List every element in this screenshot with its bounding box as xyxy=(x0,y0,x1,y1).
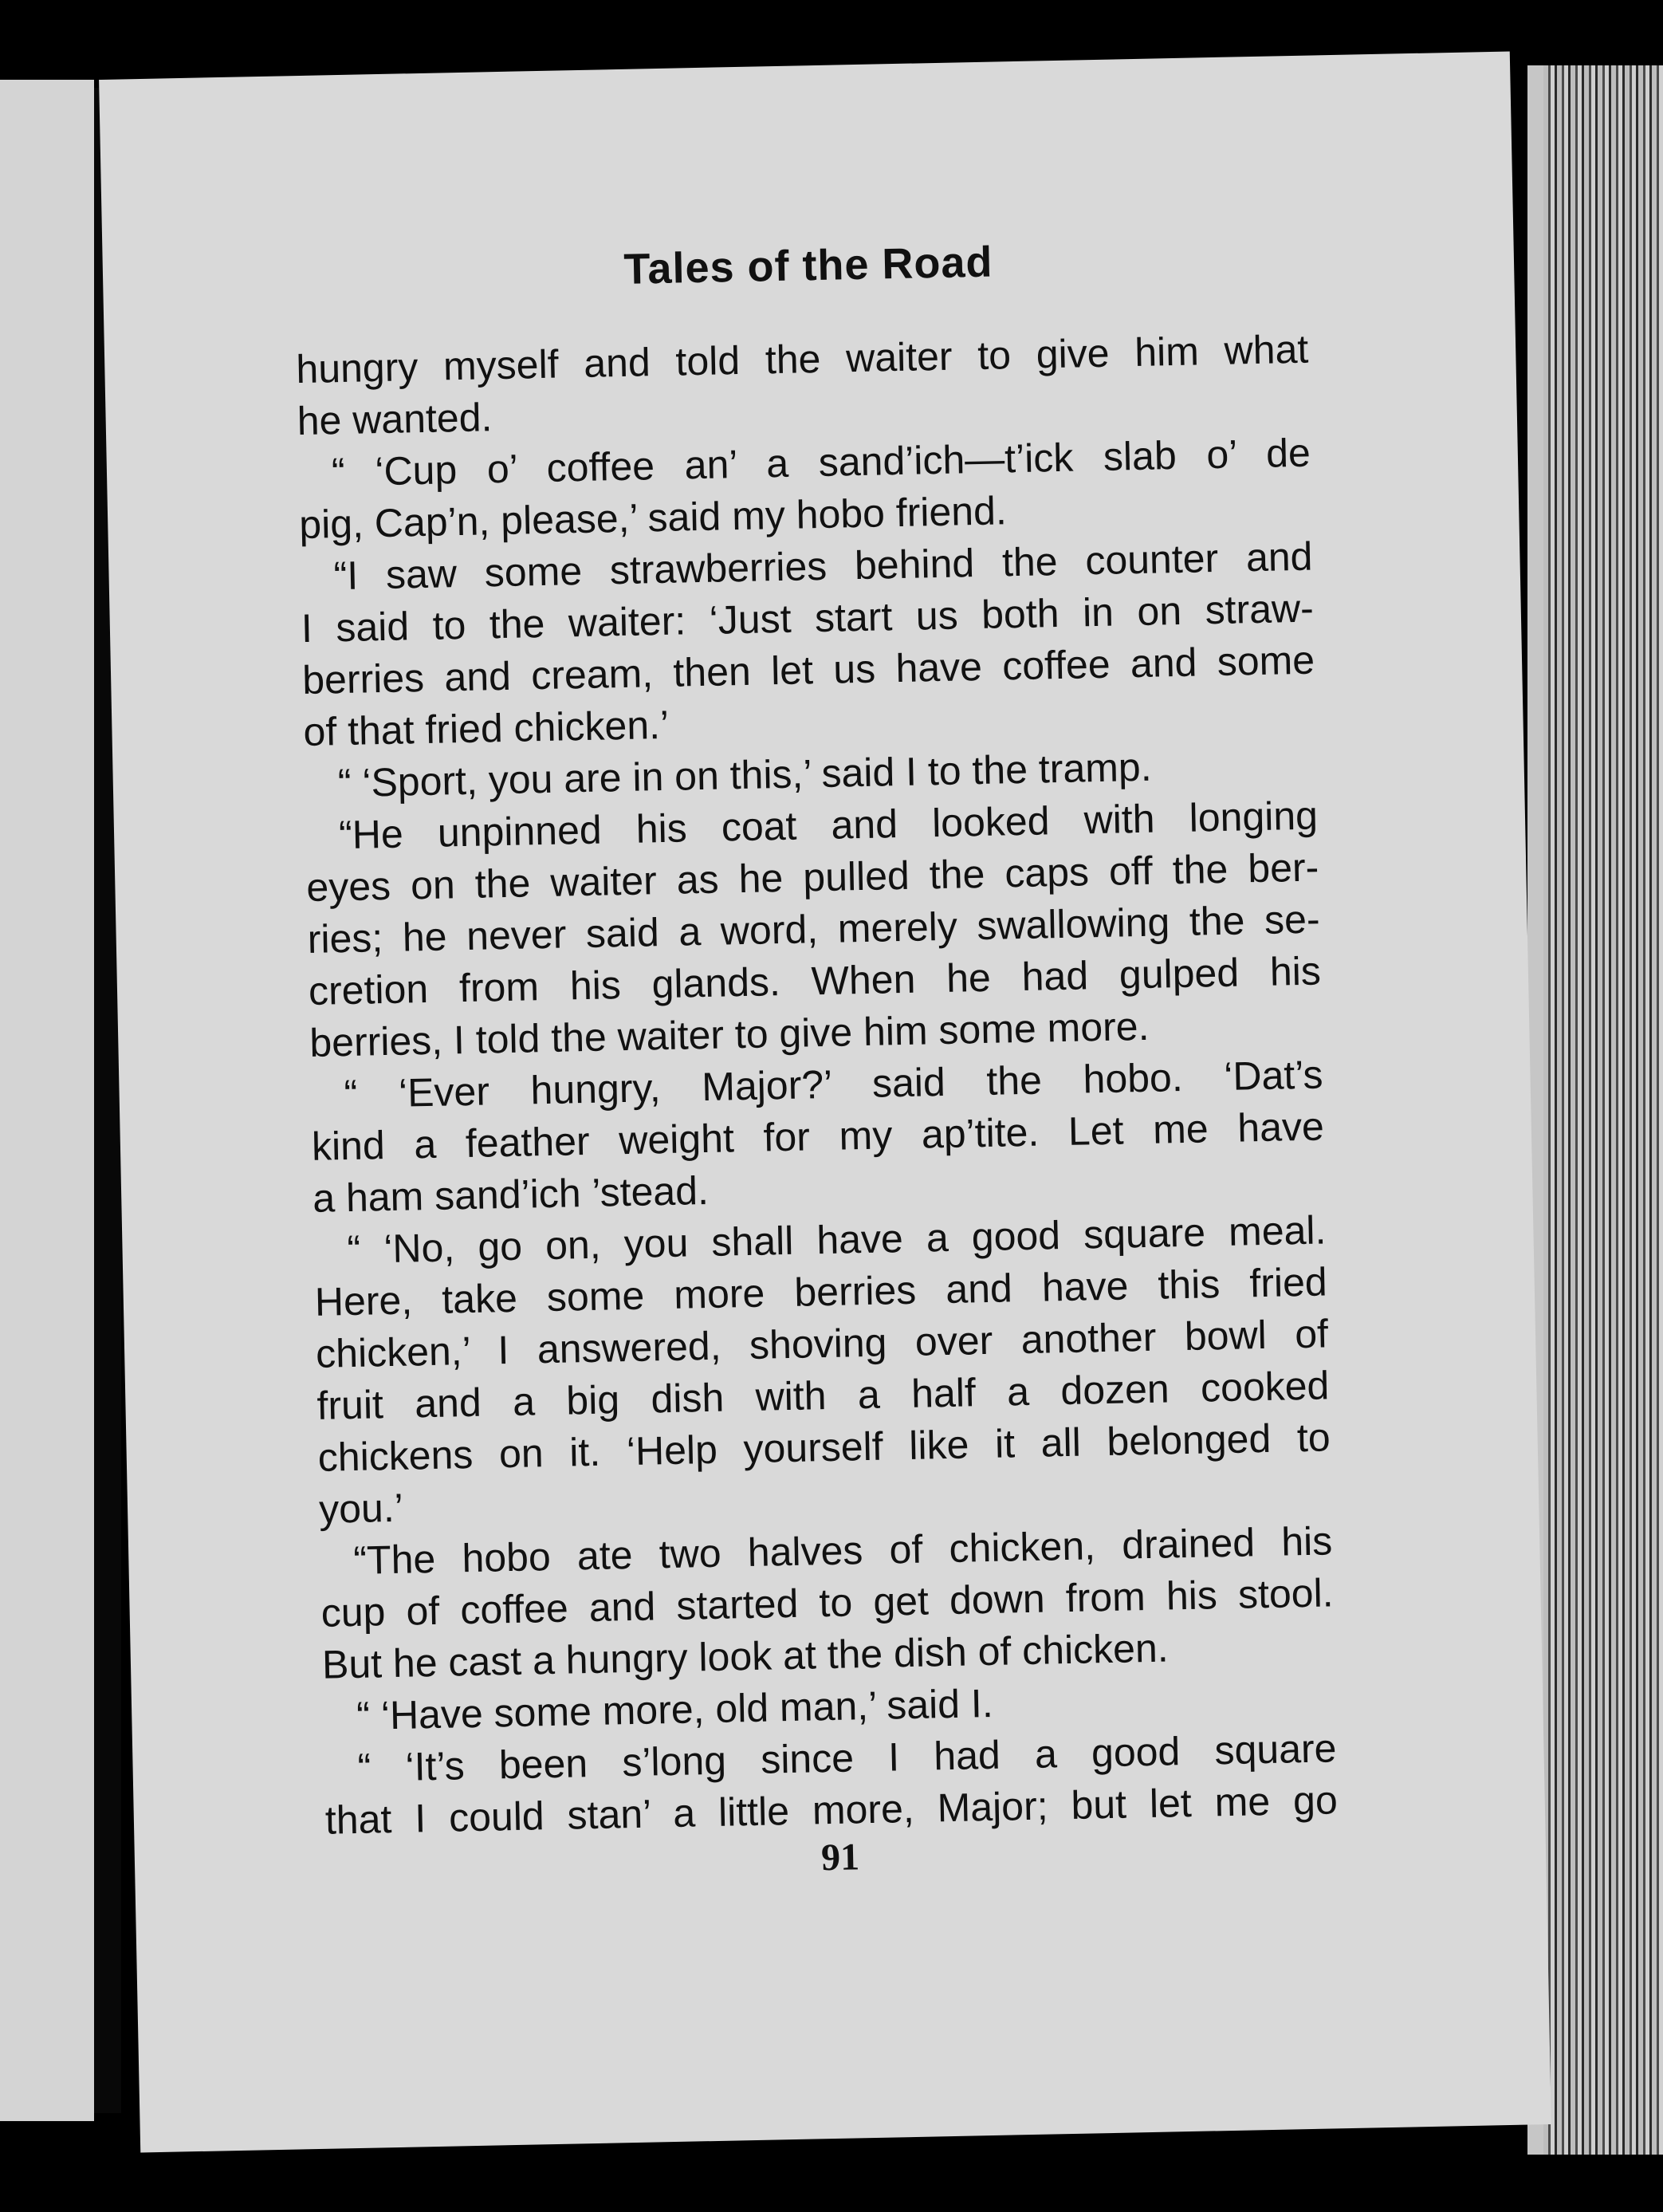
text-line: “ ‘No, go on, you shall have a good square meal. xyxy=(347,1207,1327,1273)
text-line: “ ‘Have some more, old man,’ said I. xyxy=(356,1680,994,1738)
page-number: 91 xyxy=(820,1836,860,1879)
left-page-edge xyxy=(0,80,94,2121)
text-line: you.’ xyxy=(318,1485,404,1532)
page-body xyxy=(296,324,1339,1847)
text-line: that I could stan’ a little more, Major; but let me go xyxy=(324,1777,1339,1843)
text-line: kind a feather weight for my ap’tite. Let me have xyxy=(311,1104,1325,1169)
text-line: eyes on the waiter as he pulled the caps off the ber- xyxy=(305,844,1319,910)
text-line: “ ‘Cup o’ coffee an’ a sand’ich—t’ick slab o’ de xyxy=(331,430,1311,495)
text-line: Here, take some more berries and have this fried xyxy=(314,1259,1328,1324)
text-line: he wanted. xyxy=(297,395,493,444)
text-line: “He unpinned his coat and looked with longing xyxy=(338,793,1319,858)
text-line: “The hobo ate two halves of chicken, drained his xyxy=(352,1518,1333,1583)
text-line: “I saw some strawberries behind the counter and xyxy=(333,533,1313,599)
text-line: cretion from his glands. When he had gulped his xyxy=(308,948,1322,1014)
text-line: “ ‘Sport, you are in on this,’ said I to the tramp. xyxy=(337,744,1153,806)
book-page xyxy=(99,51,1551,2152)
text-line: I said to the waiter: ‘Just start us both in on straw- xyxy=(301,585,1315,651)
text-line: hungry myself and told the waiter to give him what xyxy=(295,326,1309,392)
text-line: pig, Cap’n, please,’ said my hobo friend. xyxy=(298,488,1008,548)
text-line: fruit and a big dish with a half a dozen cooked xyxy=(316,1363,1330,1428)
text-line: berries and cream, then let us have coffee and some xyxy=(301,637,1315,703)
text-line: ries; he never said a word, merely swallowing the se- xyxy=(307,896,1321,962)
running-head: Tales of the Road xyxy=(623,238,994,293)
text-line: chicken,’ I answered, shoving over another bowl of xyxy=(315,1311,1329,1376)
text-line: “ ‘Ever hungry, Major?’ said the hobo. ‘Dat’s xyxy=(344,1052,1323,1117)
text-line: of that fried chicken.’ xyxy=(302,702,670,755)
text-line: But he cast a hungry look at the dish of chicken. xyxy=(321,1625,1170,1687)
text-line: cup of coffee and started to get down from his stool. xyxy=(320,1570,1335,1635)
text-line: berries, I told the waiter to give him some more. xyxy=(309,1003,1150,1065)
text-line: chickens on it. ‘Help yourself like it all belonged to xyxy=(317,1415,1331,1480)
text-line: a ham sand’ich ’stead. xyxy=(312,1167,710,1221)
page-stack-edges xyxy=(1543,65,1663,2155)
text-line: “ ‘It’s been s’long since I had a good square xyxy=(357,1726,1337,1790)
